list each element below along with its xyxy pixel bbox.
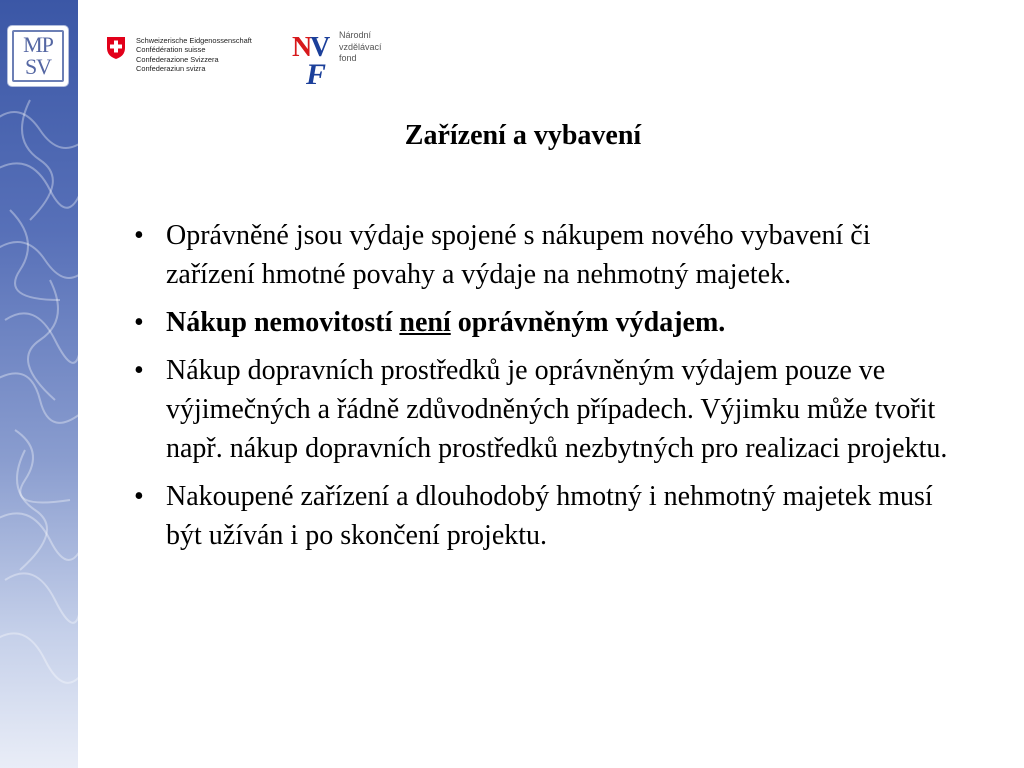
mpsv-logo (8, 26, 68, 86)
svg-text:N: N (292, 32, 313, 63)
sidebar-pattern (0, 0, 78, 768)
swiss-confederation-logo (106, 36, 281, 84)
bullet-text: Oprávněné jsou výdaje spojené s nákupem nového vybavení či zařízení hmotné povahy a výdaje na nehmotný majetek. (166, 220, 871, 290)
bullet-dot-icon: • (134, 355, 144, 386)
svg-text:F: F (306, 58, 327, 88)
nvf-logo-line: fond (339, 53, 357, 63)
bullet-item (134, 351, 954, 468)
nvf-logo (292, 30, 402, 90)
nvf-logo-line: vzdělávací (339, 41, 382, 52)
decorative-sidebar (0, 0, 78, 768)
swiss-logo-line: Schweizerische Eidgenossenschaft (136, 36, 252, 45)
mpsv-logo-line2: SV (24, 54, 52, 79)
bullet-dot-icon: • (134, 220, 144, 251)
swiss-logo-text (136, 36, 252, 73)
bullet-dot-icon: • (134, 307, 144, 338)
slide-title: Zařízení a vybavení (404, 120, 642, 151)
bullet-dot-icon: • (134, 481, 144, 512)
bullet-text-bold-underlined: není (399, 307, 451, 338)
nvf-letters-icon (292, 30, 342, 88)
mpsv-logo-line1: MP (23, 32, 53, 57)
bullet-text-bold: Nákup nemovitostí (166, 307, 400, 338)
svg-text:V: V (310, 32, 331, 63)
bullet-list (134, 216, 954, 564)
bullet-item (134, 216, 954, 294)
nvf-logo-line: Národní (339, 30, 372, 40)
bullet-text-bold: oprávněným výdajem. (450, 307, 726, 338)
swiss-cross-icon (106, 36, 126, 60)
nvf-logo-text (339, 30, 382, 65)
swiss-logo-line: Confederazione Svizzera (136, 54, 219, 64)
bullet-text: Nakoupené zařízení a dlouhodobý hmotný i nehmotný majetek musí být užíván i po skončení projektu. (166, 481, 933, 551)
swiss-logo-line: Confédération suisse (136, 45, 206, 55)
swiss-logo-line: Confederaziun svizra (136, 63, 206, 73)
bullet-text: Nákup dopravních prostředků je oprávněným výdajem pouze ve výjimečných a řádně zdůvodněných případech. Výjimku může tvořit např. nákup dopravních prostředků nezbytných pro realizaci projektu. (166, 355, 948, 464)
bullet-item (134, 477, 954, 555)
bullet-item (134, 303, 954, 342)
